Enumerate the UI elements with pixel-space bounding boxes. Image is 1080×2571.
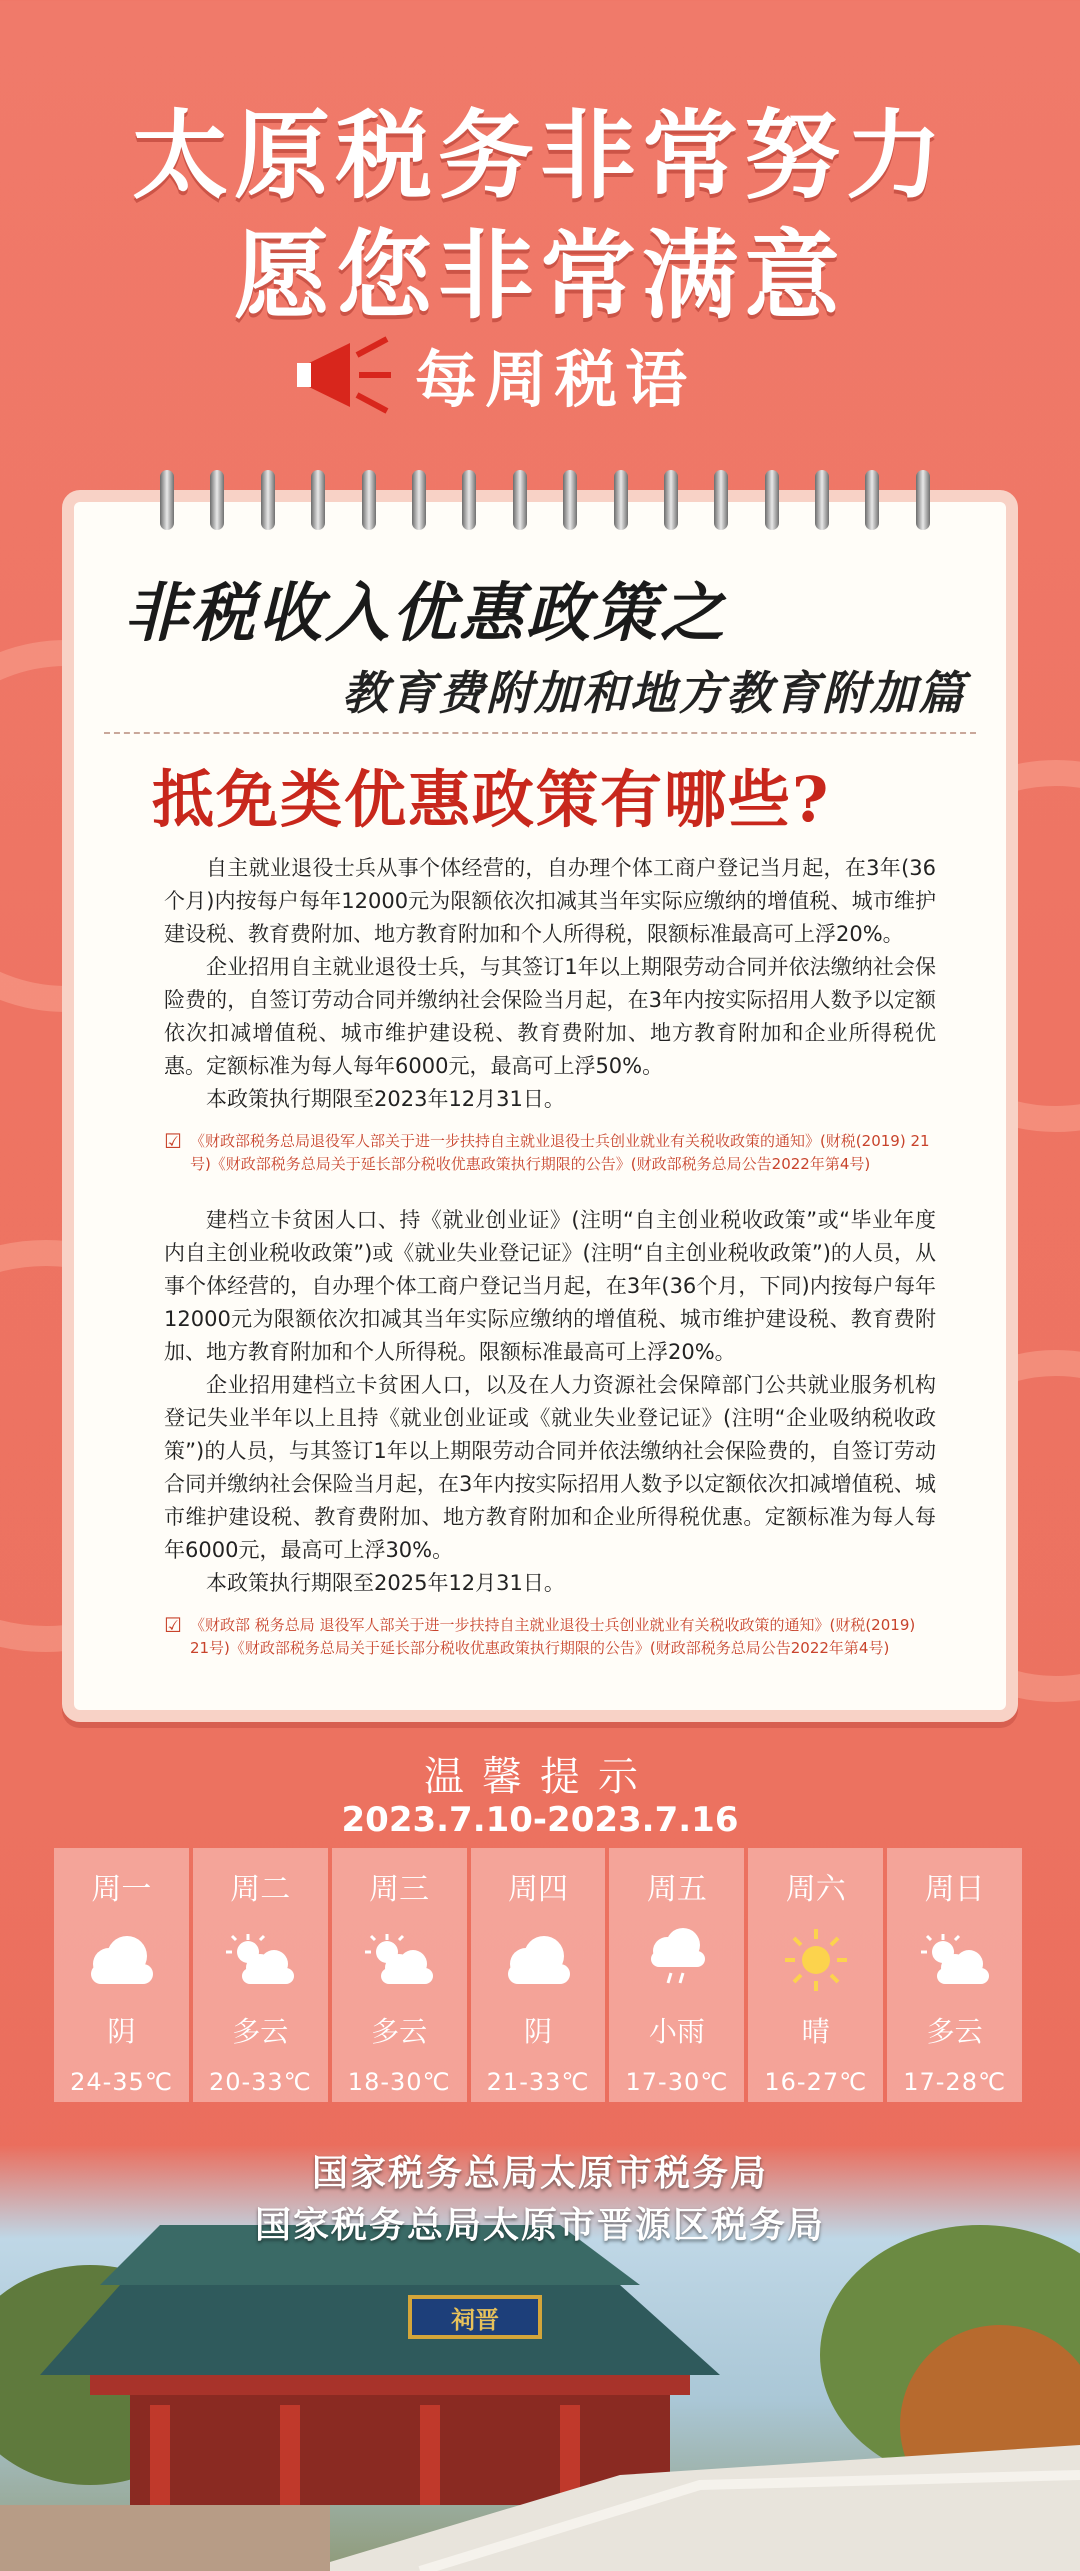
temperature-range: 21-33℃ bbox=[486, 2068, 590, 2096]
question-heading: 抵免类优惠政策有哪些? bbox=[152, 763, 831, 836]
reference-text: 《财政部 税务总局 退役军人部关于进一步扶持自主就业退役士兵创业就业有关税收政策的通知》(财税(2019) 21号)《财政部税务总局关于延长部分税收优惠政策执行期限的公告》(财政部税务总局公告2022年第4号) bbox=[189, 1616, 916, 1657]
binding-ring bbox=[160, 470, 174, 530]
policy-reference bbox=[164, 1130, 936, 1176]
reminder-title: 温馨提示 bbox=[424, 1754, 656, 1800]
binding-ring bbox=[664, 470, 678, 530]
card-subtitle: 教育费附加和地方教育附加篇 bbox=[342, 666, 966, 720]
binding-ring bbox=[311, 470, 325, 530]
header-title-line2: 愿您非常满意 bbox=[234, 220, 846, 332]
partly-cloudy-icon bbox=[915, 1920, 995, 2000]
reference-text: 《财政部税务总局退役军人部关于进一步扶持自主就业退役士兵创业就业有关税收政策的通知》(财税(2019) 21号)《财政部税务总局关于延长部分税收优惠政策执行期限的公告》(财政部税务总局公告2022年第4号) bbox=[189, 1132, 930, 1173]
weather-forecast bbox=[54, 1848, 1022, 2102]
policy-reference bbox=[164, 1614, 936, 1660]
binding-ring bbox=[462, 470, 476, 530]
notebook-card bbox=[62, 490, 1018, 1722]
policy-body bbox=[164, 852, 936, 1688]
weather-condition: 多云 bbox=[232, 2015, 289, 2048]
binding-ring bbox=[614, 470, 628, 530]
temple-plaque-text: 祠晋 bbox=[451, 2304, 499, 2334]
rain-icon bbox=[637, 1920, 717, 2000]
day-name: 周二 bbox=[230, 1872, 291, 1907]
temperature-range: 24-35℃ bbox=[70, 2068, 173, 2096]
checkbox-icon: ☑ bbox=[164, 1129, 182, 1153]
binding-ring bbox=[916, 470, 930, 530]
binding-ring bbox=[815, 470, 829, 530]
policy-paragraph: 自主就业退役士兵从事个体经营的，自办理个体工商户登记当月起，在3年(36个月)内按每户每年12000元为限额依次扣减其当年实际应缴纳的增值税、城市维护建设税、教育费附加、地方教育附加和个人所得税，限额标准最高可上浮20%。 bbox=[164, 856, 936, 946]
temple-scene bbox=[0, 2145, 1080, 2571]
weather-condition: 阴 bbox=[107, 2015, 136, 2048]
weather-day bbox=[887, 1848, 1022, 2102]
day-name: 周一 bbox=[91, 1872, 152, 1907]
weather-day bbox=[748, 1848, 883, 2102]
partly-cloudy-icon bbox=[220, 1920, 300, 2000]
organization-name: 国家税务总局太原市晋源区税务局 bbox=[254, 2205, 825, 2246]
binding-ring bbox=[765, 470, 779, 530]
policy-paragraph: 企业招用建档立卡贫困人口，以及在人力资源社会保障部门公共就业服务机构登记失业半年以上且持《就业创业证或《就业失业登记证》(注明“企业吸纳税收政策”)的人员，与其签订1年以上期限劳动合同并依法缴纳社会保险费的，自签订劳动合同并缴纳社会保险当月起，在3年内按实际招用人数予以定额依次扣减增值税、城市维护建设税、教育费附加、地方教育附加和企业所得税优惠。定额标准为每人每年6000元，最高可上浮30%。 bbox=[164, 1373, 936, 1562]
day-name: 周五 bbox=[646, 1872, 707, 1907]
weather-condition: 晴 bbox=[801, 2015, 830, 2048]
weather-condition: 阴 bbox=[524, 2015, 553, 2048]
binding-ring bbox=[513, 470, 527, 530]
weather-day bbox=[193, 1848, 328, 2102]
slogan-text: 每周税语 bbox=[415, 343, 696, 416]
binding-ring bbox=[865, 470, 879, 530]
partly-cloudy-icon bbox=[359, 1920, 439, 2000]
dashed-divider bbox=[104, 732, 976, 734]
day-name: 周三 bbox=[369, 1872, 430, 1907]
cloud-icon bbox=[81, 1920, 161, 2000]
day-name: 周四 bbox=[508, 1872, 568, 1907]
weather-condition: 小雨 bbox=[648, 2015, 705, 2048]
day-name: 周六 bbox=[785, 1872, 846, 1907]
binding-ring bbox=[362, 470, 376, 530]
sun-icon bbox=[781, 1920, 851, 2000]
date-range: 2023.7.10-2023.7.16 bbox=[341, 1800, 739, 1840]
day-name: 周日 bbox=[924, 1872, 985, 1907]
megaphone-icon bbox=[295, 335, 395, 415]
slogan-row bbox=[295, 330, 695, 419]
weather-condition: 多云 bbox=[371, 2015, 428, 2048]
policy-deadline: 本政策执行期限至2023年12月31日。 bbox=[206, 1087, 565, 1111]
header-title-line1: 太原税务非常努力 bbox=[132, 100, 948, 212]
binding-ring bbox=[261, 470, 275, 530]
spiral-binding bbox=[160, 470, 930, 530]
temperature-range: 20-33℃ bbox=[208, 2068, 312, 2096]
temperature-range: 18-30℃ bbox=[347, 2068, 451, 2096]
checkbox-icon: ☑ bbox=[164, 1613, 182, 1637]
binding-ring bbox=[563, 470, 577, 530]
temperature-range: 17-30℃ bbox=[625, 2068, 729, 2096]
policy-deadline: 本政策执行期限至2025年12月31日。 bbox=[206, 1571, 565, 1595]
policy-paragraph: 建档立卡贫困人口、持《就业创业证》(注明“自主创业税收政策”或“毕业年度内自主创业税收政策”)或《就业失业登记证》(注明“自主创业税收政策”)的人员，从事个体经营的，自办理个体工商户登记当月起，在3年(36个月，下同)内按每户每年12000元为限额依次扣减其当年实际应缴纳的增值税、城市维护建设税、教育费附加、地方教育附加和个人所得税。限额标准最高可上浮20%。 bbox=[164, 1208, 936, 1364]
cloud-icon bbox=[498, 1920, 578, 2000]
temperature-range: 17-28℃ bbox=[903, 2068, 1006, 2096]
weather-day bbox=[54, 1848, 189, 2102]
weather-day bbox=[471, 1848, 606, 2102]
binding-ring bbox=[210, 470, 224, 530]
card-title: 非税收入优惠政策之 bbox=[124, 577, 727, 651]
policy-paragraph: 企业招用自主就业退役士兵，与其签订1年以上期限劳动合同并依法缴纳社会保险费的，自签订劳动合同并缴纳社会保险当月起，在3年内按实际招用人数予以定额依次扣减增值税、城市维护建设税、教育费附加、地方教育附加和企业所得税优惠。定额标准为每人每年6000元，最高可上浮50%。 bbox=[164, 955, 936, 1078]
weather-day bbox=[332, 1848, 467, 2102]
temperature-range: 16-27℃ bbox=[764, 2068, 868, 2096]
binding-ring bbox=[714, 470, 728, 530]
organization-name: 国家税务总局太原市税务局 bbox=[311, 2153, 768, 2194]
binding-ring bbox=[412, 470, 426, 530]
weather-day bbox=[609, 1848, 744, 2102]
weather-condition: 多云 bbox=[926, 2015, 983, 2048]
